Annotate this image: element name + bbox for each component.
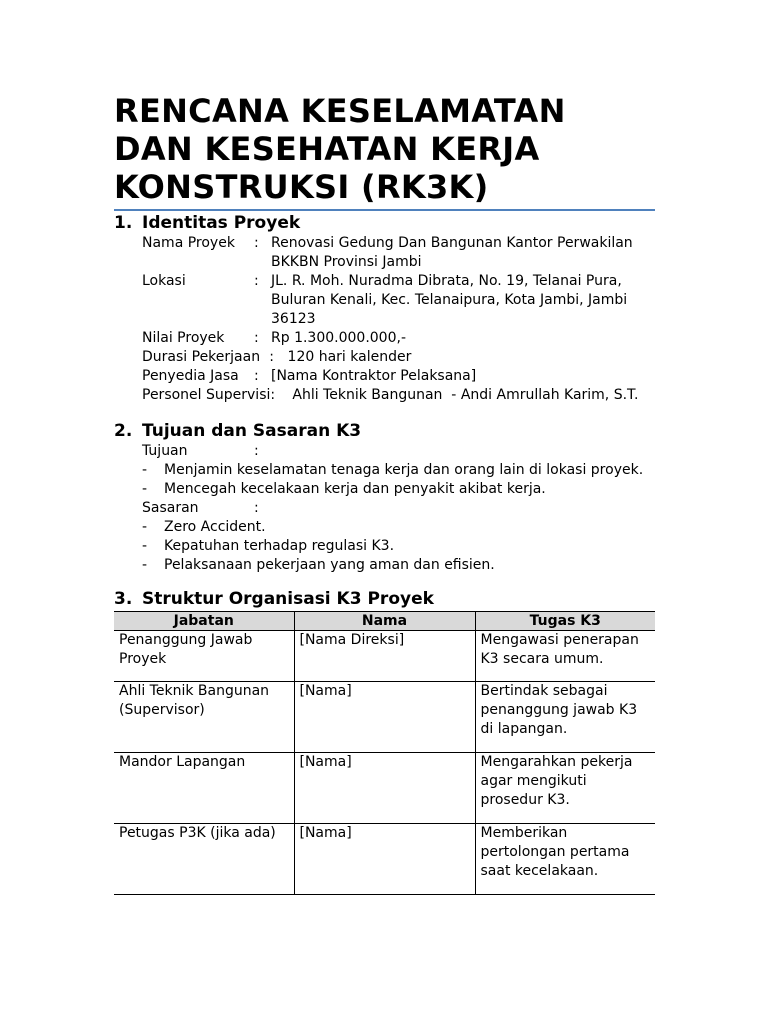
field-value: Renovasi Gedung Dan Bangunan Kantor Perwakilan BKKBN Provinsi Jambi xyxy=(271,235,633,270)
section-title: Tujuan dan Sasaran K3 xyxy=(142,421,362,441)
field-colon: : xyxy=(254,235,259,251)
list-item-text: Kepatuhan terhadap regulasi K3. xyxy=(164,538,395,554)
dash-bullet: - xyxy=(142,481,148,497)
dash-bullet: - xyxy=(142,538,148,554)
section-tujuan xyxy=(114,420,655,575)
dash-bullet: - xyxy=(142,557,148,573)
section-heading xyxy=(114,212,655,234)
column-header: Tugas K3 xyxy=(475,612,655,631)
section-number: 3. xyxy=(114,589,133,609)
field-value xyxy=(283,348,655,367)
field-label: Nilai Proyek xyxy=(142,330,225,346)
list-item xyxy=(114,556,655,575)
section-number: 1. xyxy=(114,213,133,233)
section-title: Identitas Proyek xyxy=(142,213,301,233)
table-cell: [Nama] xyxy=(294,824,475,895)
list-item-text: Menjamin keselamatan tenaga kerja dan orang lain di lokasi proyek. xyxy=(164,462,644,478)
field-label: Nama Proyek xyxy=(142,235,235,251)
list-item-text: Zero Accident. xyxy=(164,519,266,535)
dash-bullet: - xyxy=(142,462,148,478)
organization-table xyxy=(114,611,655,895)
document-page xyxy=(114,92,655,895)
list-item xyxy=(114,461,655,480)
field-colon: : xyxy=(254,443,259,459)
field-colon: : xyxy=(254,368,259,384)
table-cell: Ahli Teknik Bangunan (Supervisor) xyxy=(114,682,294,753)
tujuan-label: Tujuan xyxy=(142,443,188,459)
field-colon: : xyxy=(254,330,259,346)
field-colon: : xyxy=(254,273,259,289)
field-colon: : xyxy=(270,387,276,403)
column-header: Jabatan xyxy=(114,612,294,631)
table-row xyxy=(114,753,655,824)
field-colon: : xyxy=(269,349,274,365)
table-cell: [Nama] xyxy=(294,682,475,753)
table-row xyxy=(114,824,655,895)
section-title: Struktur Organisasi K3 Proyek xyxy=(142,589,434,609)
table-cell: [Nama] xyxy=(294,753,475,824)
section-identitas xyxy=(114,212,655,405)
section-heading xyxy=(114,588,655,610)
table-row xyxy=(114,682,655,753)
document-title: RENCANA KESELAMATAN DAN KESEHATAN KERJA KONSTRUKSI (RK3K) xyxy=(114,92,566,206)
table-cell: Petugas P3K (jika ada) xyxy=(114,824,294,895)
field-durasi xyxy=(114,348,655,367)
field-nilai-proyek xyxy=(114,329,655,348)
table-cell: Mengarahkan pekerja agar mengikuti prosedur K3. xyxy=(475,753,655,824)
title-divider xyxy=(114,209,655,211)
field-personel xyxy=(114,386,655,405)
field-value-text: 120 hari kalender xyxy=(287,349,412,365)
table-row xyxy=(114,631,655,682)
table-cell: Bertindak sebagai penanggung jawab K3 di lapangan. xyxy=(475,682,655,753)
field-lokasi xyxy=(114,272,655,329)
list-item xyxy=(114,518,655,537)
field-label: Durasi Pekerjaan xyxy=(142,349,261,365)
table-cell: Memberikan pertolongan pertama saat kecelakaan. xyxy=(475,824,655,895)
section-number: 2. xyxy=(114,421,133,441)
table-cell: [Nama Direksi] xyxy=(294,631,475,682)
list-item-text: Mencegah kecelakaan kerja dan penyakit akibat kerja. xyxy=(164,481,546,497)
list-item xyxy=(114,537,655,556)
table-cell: Penanggung Jawab Proyek xyxy=(114,631,294,682)
table-cell: Mandor Lapangan xyxy=(114,753,294,824)
field-label: Lokasi xyxy=(142,273,186,289)
field-nama-proyek xyxy=(114,234,655,272)
field-penyedia xyxy=(114,367,655,386)
tujuan-label-row xyxy=(114,442,655,461)
sasaran-label-row xyxy=(114,499,655,518)
sasaran-label: Sasaran xyxy=(142,500,199,516)
section-struktur xyxy=(114,588,655,895)
dash-bullet: - xyxy=(142,519,148,535)
field-colon: : xyxy=(254,500,259,516)
field-value: Rp 1.300.000.000,- xyxy=(271,330,406,346)
section-heading xyxy=(114,420,655,442)
list-item xyxy=(114,480,655,499)
column-header: Nama xyxy=(294,612,475,631)
list-item-text: Pelaksanaan pekerjaan yang aman dan efisien. xyxy=(164,557,495,573)
field-label: Penyedia Jasa xyxy=(142,368,239,384)
table-header-row xyxy=(114,612,655,631)
field-label: Personel Supervisi xyxy=(142,387,271,403)
field-value: [Nama Kontraktor Pelaksana] xyxy=(271,368,477,384)
field-value: Ahli Teknik Bangunan - Andi Amrullah Karim, S.T. xyxy=(292,387,639,403)
field-value: JL. R. Moh. Nuradma Dibrata, No. 19, Telanai Pura, Buluran Kenali, Kec. Telanaipura, Kota Jambi, Jambi 36123 xyxy=(271,273,628,327)
table-cell: Mengawasi penerapan K3 secara umum. xyxy=(475,631,655,682)
